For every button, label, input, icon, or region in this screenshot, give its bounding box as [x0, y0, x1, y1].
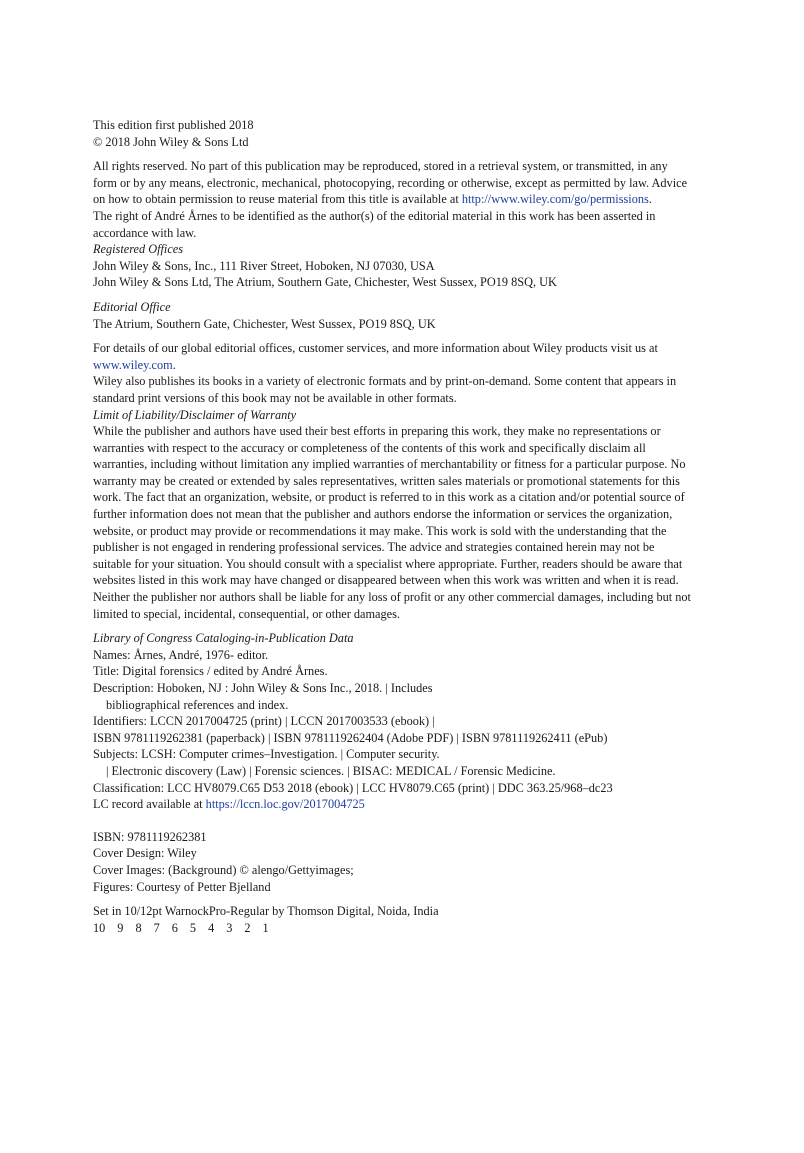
print-number: 4	[208, 920, 215, 935]
author-right-paragraph: The right of André Årnes to be identified as the author(s) of the editorial material in this work has been asserted in accordance with law.	[93, 208, 656, 240]
print-number: 2	[244, 920, 251, 935]
liability-text: While the publisher and authors have used their best efforts in preparing this work, they make no representations or warranties with respect to the accuracy or completeness of the contents of this work and specifically disclaim all warranties, including without limitation any implied warranties of merchantability or fitness for a particular purpose. No warranty may be created or extended by sales representatives, written sales materials or promotional statements for this work. The fact that an organization, website, or product is referred to in this work as a citation and/or potential source of further information does not mean that the publisher and authors endorse the information or services the organization, website, or product may provide or recommendations it may make. This work is sold with the understanding that the publisher is not engaged in rendering professional services. The advice and strategies contained herein may not be suitable for your situation. You should consult with a specialist where appropriate. Further, readers should be aware that websites listed in this work may have changed or disappeared between when this work was written and when it is read. Neither the publisher nor authors shall be liable for any loss of profit or any other commercial damages, including but not limited to special, incidental, consequential, or other damages.	[93, 424, 691, 621]
typeset-line: Set in 10/12pt WarnockPro-Regular by Thomson Digital, Noida, India	[93, 904, 439, 919]
cip-subjects-cont: | Electronic discovery (Law) | Forensic sciences. | BISAC: MEDICAL / Forensic Medicine.	[106, 763, 556, 778]
lc-record-text: LC record available at	[93, 797, 206, 812]
first-published: This edition first published 2018	[93, 118, 254, 132]
details-after: .	[172, 357, 176, 372]
print-number: 10	[93, 920, 106, 935]
figures-credit: Figures: Courtesy of Petter Bjelland	[93, 879, 271, 894]
print-number: 8	[135, 920, 142, 935]
print-number: 3	[226, 920, 233, 935]
editorial-line-1: The Atrium, Southern Gate, Chichester, West Sussex, PO19 8SQ, UK	[93, 316, 436, 331]
formats-paragraph: Wiley also publishes its books in a variety of electronic formats and by print-on-demand. Some content that appears in standard print versions of this book may not be available in other formats.	[93, 374, 677, 405]
editorial-heading: Editorial Office	[93, 299, 171, 314]
permissions-link[interactable]: http://www.wiley.com/go/permissions	[461, 192, 649, 207]
print-number: 9	[117, 920, 124, 935]
rights-after: .	[648, 192, 652, 207]
cip-classification: Classification: LCC HV8079.C65 D53 2018 (ebook) | LCC HV8079.C65 (print) | DDC 363.25/968–dc23	[93, 780, 613, 795]
cip-names: Names: Årnes, André, 1976- editor.	[93, 647, 269, 662]
cip-description-cont: bibliographical references and index.	[106, 697, 289, 712]
editorial-office	[93, 299, 693, 332]
liability-section	[93, 407, 693, 623]
edition-block	[93, 117, 693, 150]
lccn-link[interactable]: https://lccn.loc.gov/2017004725	[205, 797, 365, 812]
wiley-link[interactable]: www.wiley.com	[93, 357, 173, 372]
cip-isbn-line: ISBN 9781119262381 (paperback) | ISBN 9781119262404 (Adobe PDF) | ISBN 9781119262411 (ePub)	[93, 730, 608, 745]
credits	[93, 845, 693, 895]
copyright-notice: © 2018 John Wiley & Sons Ltd	[93, 134, 249, 149]
registered-heading: Registered Offices	[93, 242, 184, 257]
liability-heading: Limit of Liability/Disclaimer of Warranty	[93, 407, 297, 422]
cover-images: Cover Images: (Background) © alengo/Gettyimages;	[93, 862, 354, 877]
cip-data	[93, 647, 693, 813]
cip-subjects: Subjects: LCSH: Computer crimes–Investigation. | Computer security.	[93, 747, 440, 762]
cover-design: Cover Design: Wiley	[93, 846, 197, 861]
details-text: For details of our global editorial offices, customer services, and more information about Wiley products visit us at	[93, 341, 658, 356]
cip-heading: Library of Congress Cataloging-in-Publication Data	[93, 631, 354, 646]
registered-line-2: John Wiley & Sons Ltd, The Atrium, Southern Gate, Chichester, West Sussex, PO19 8SQ, UK	[93, 275, 557, 290]
print-number: 6	[171, 920, 178, 935]
print-line	[93, 920, 693, 937]
print-number: 7	[153, 920, 160, 935]
registered-line-1: John Wiley & Sons, Inc., 111 River Street, Hoboken, NJ 07030, USA	[93, 258, 435, 273]
cip-identifiers: Identifiers: LCCN 2017004725 (print) | LCCN 2017003533 (ebook) |	[93, 714, 435, 729]
cip-description: Description: Hoboken, NJ : John Wiley & Sons Inc., 2018. | Includes	[93, 681, 433, 695]
lc-record	[93, 796, 693, 813]
registered-offices	[93, 241, 693, 291]
print-number: 5	[189, 920, 197, 935]
print-number: 1	[262, 920, 269, 935]
details-paragraph	[93, 340, 693, 373]
cip-title: Title: Digital forensics / edited by André Årnes.	[93, 664, 328, 679]
isbn: ISBN: 9781119262381	[93, 829, 207, 844]
copyright-page	[93, 117, 693, 936]
rights-paragraph	[93, 158, 693, 208]
rights-text: All rights reserved. No part of this publication may be reproduced, stored in a retrieval system, or transmitted, in any form or by any means, electronic, mechanical, photocopying, recording or otherwise, except as permitted by law. Advice on how to obtain permission to reuse material from this title is available at	[93, 159, 688, 207]
